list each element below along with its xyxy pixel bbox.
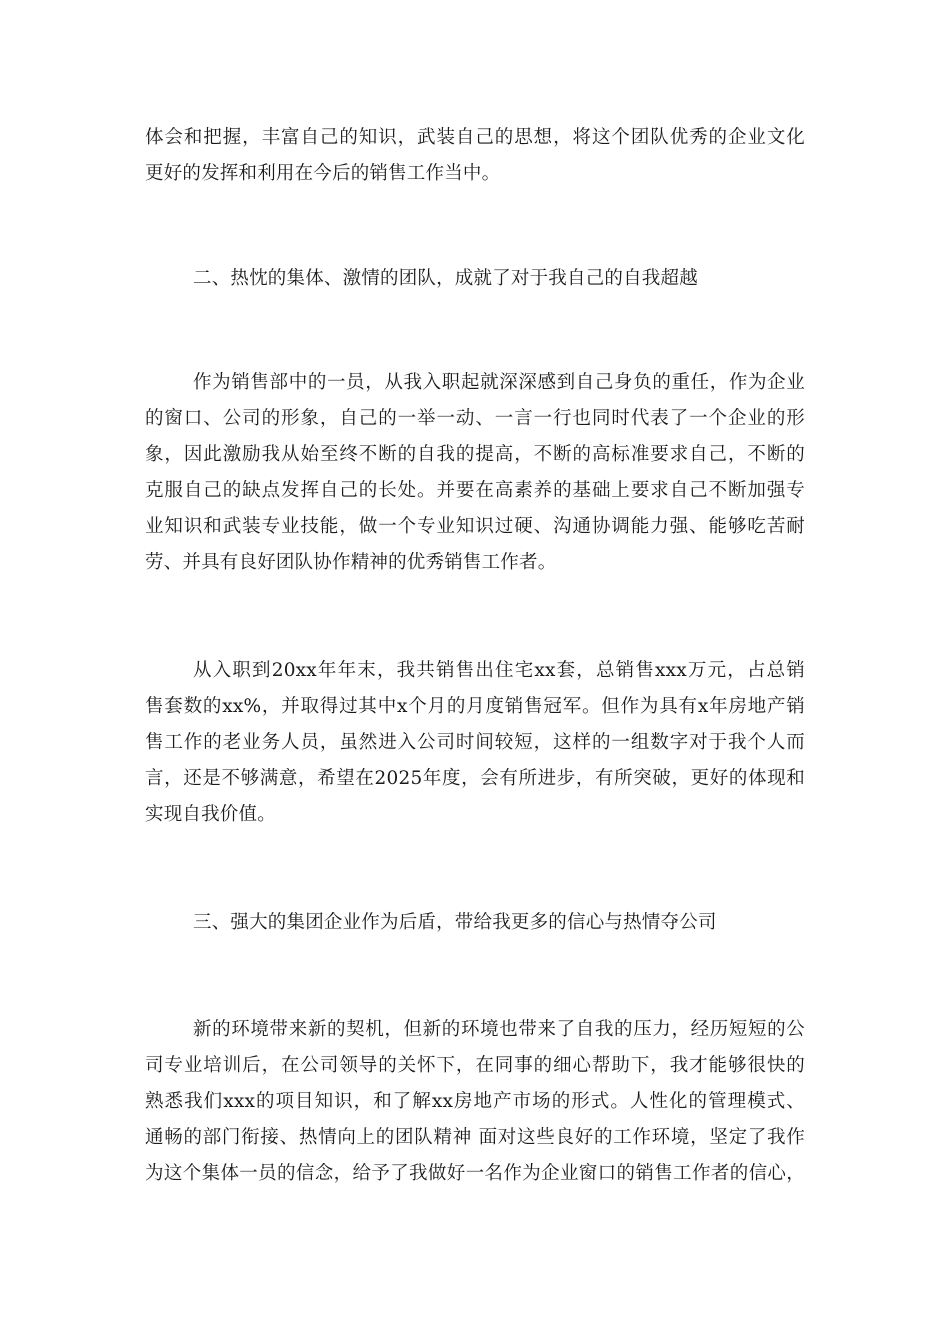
paragraph-2-line-2: 的窗口、公司的形象，自己的一举一动、一言一行也同时代表了一个企业的形: [145, 408, 805, 429]
paragraph-3-line-4: 言，还是不够满意，希望在2025年度，会有所进步，有所突破，更好的体现和: [145, 768, 805, 789]
paragraph-3-line-3: 售工作的老业务人员，虽然进入公司时间较短，这样的一组数字对于我个人而: [145, 732, 805, 753]
paragraph-2-line-4: 克服自己的缺点发挥自己的长处。并要在高素养的基础上要求自己不断加强专: [145, 480, 805, 501]
paragraph-3-line-1: 从入职到20xx年年末，我共销售出住宅xx套，总销售xxx万元，占总销: [193, 660, 805, 681]
paragraph-2-line-6: 劳、并具有良好团队协作精神的优秀销售工作者。: [145, 552, 557, 573]
paragraph-1-line-1: 体会和把握，丰富自己的知识，武装自己的思想，将这个团队优秀的企业文化: [145, 127, 805, 148]
paragraph-4-line-2: 司专业培训后，在公司领导的关怀下，在同事的细心帮助下，我才能够很快的: [145, 1055, 805, 1076]
paragraph-4-line-4: 通畅的部门衔接、热情向上的团队精神 面对这些良好的工作环境，坚定了我作: [145, 1127, 805, 1148]
section-heading-2: 二、热忱的集体、激情的团队，成就了对于我自己的自我超越: [193, 268, 698, 289]
paragraph-4-line-3: 熟悉我们xxx的项目知识，和了解xx房地产市场的形式。人性化的管理模式、: [145, 1091, 805, 1112]
paragraph-4-line-1: 新的环境带来新的契机，但新的环境也带来了自我的压力，经历短短的公: [193, 1019, 805, 1040]
paragraph-2-line-5: 业知识和武装专业技能，做一个专业知识过硬、沟通协调能力强、能够吃苦耐: [145, 516, 805, 537]
paragraph-2-line-1: 作为销售部中的一员，从我入职起就深深感到自己身负的重任，作为企业: [193, 372, 805, 393]
paragraph-4-line-5: 为这个集体一员的信念，给予了我做好一名作为企业窗口的销售工作者的信心，: [145, 1163, 805, 1184]
paragraph-1-line-2: 更好的发挥和利用在今后的销售工作当中。: [145, 163, 501, 184]
paragraph-3-line-5: 实现自我价值。: [145, 804, 276, 825]
section-heading-3: 三、强大的集团企业作为后盾，带给我更多的信心与热情夺公司: [193, 912, 717, 933]
paragraph-3-line-2: 售套数的xx%，并取得过其中x个月的月度销售冠军。但作为具有x年房地产销: [145, 696, 805, 717]
paragraph-2-line-3: 象，因此激励我从始至终不断的自我的提高，不断的高标准要求自己，不断的: [145, 444, 805, 465]
